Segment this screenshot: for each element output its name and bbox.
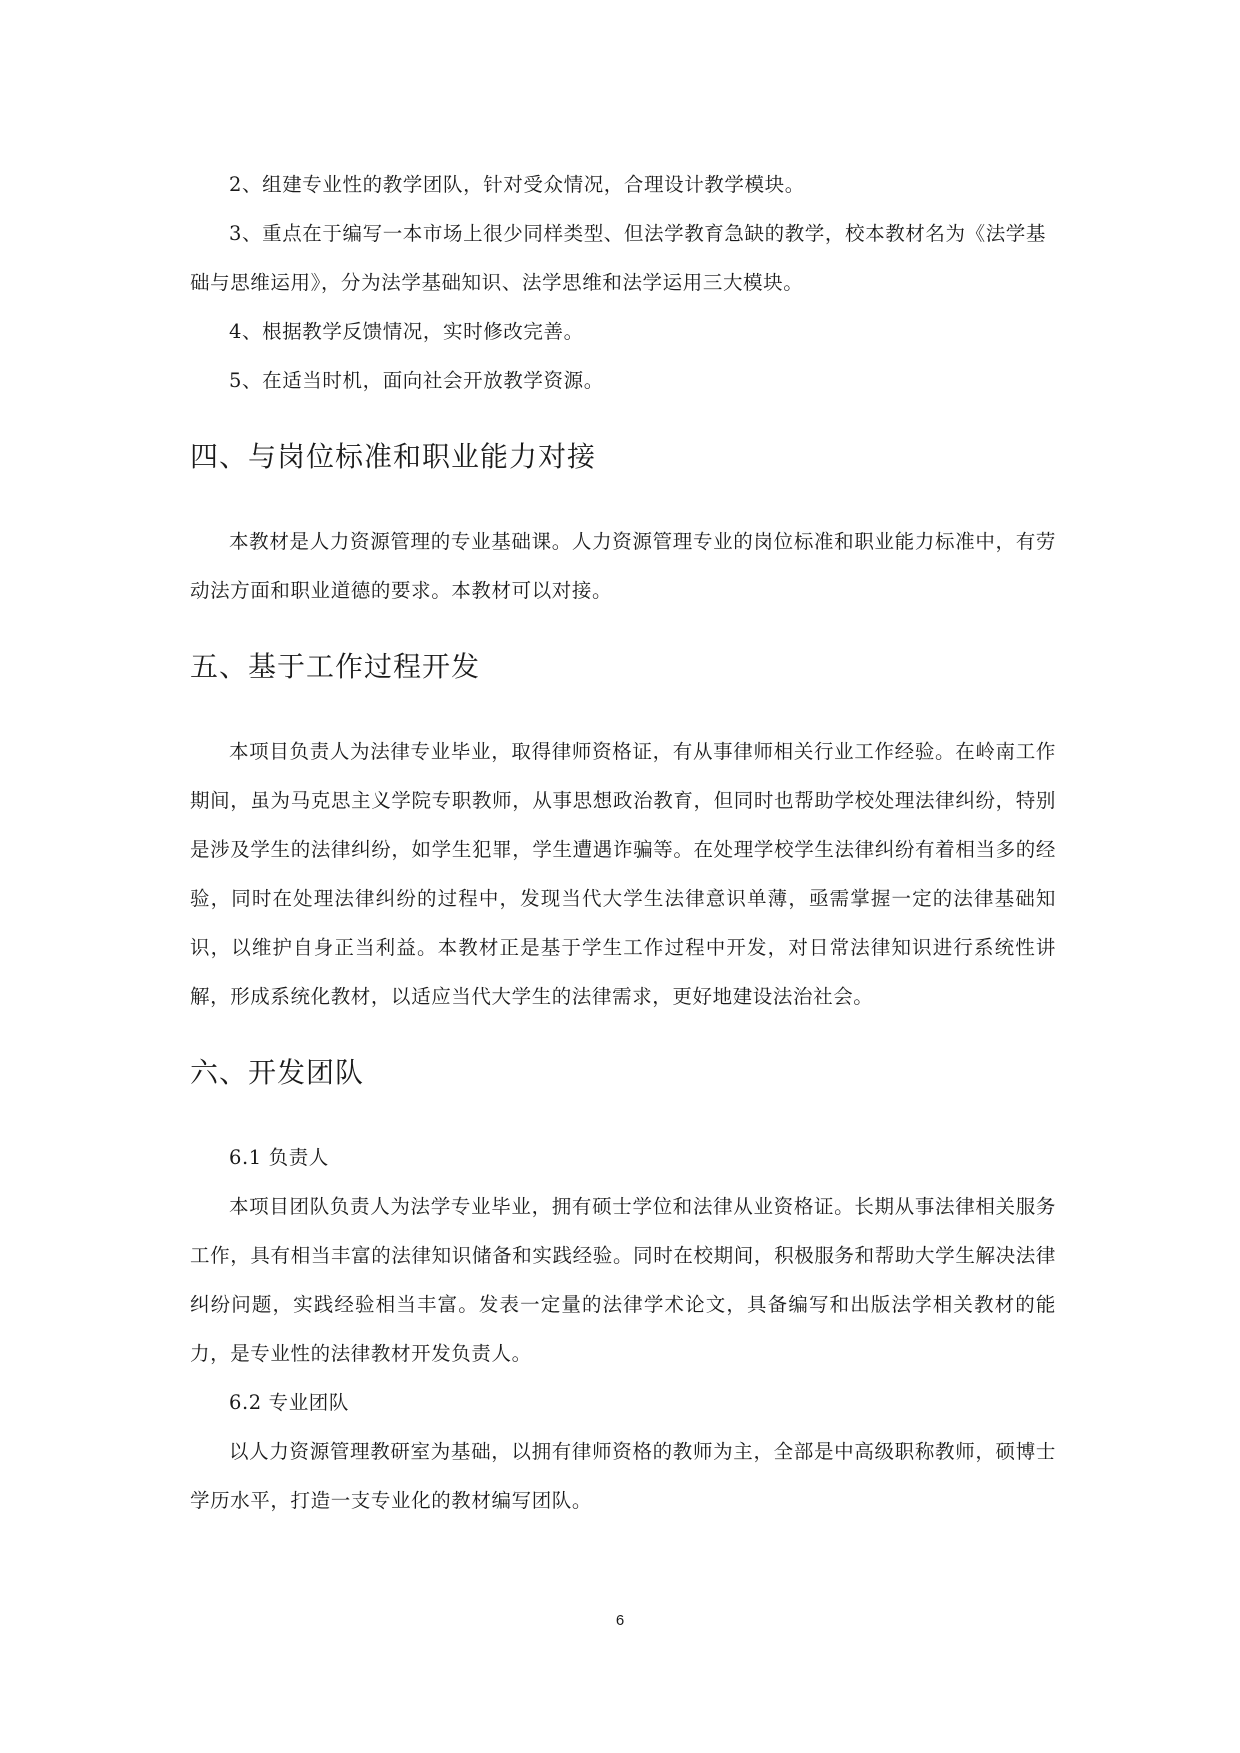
section-heading-6: 六、开发团队 <box>190 1056 365 1089</box>
list-item: 2、组建专业性的教学团队，针对受众情况，合理设计教学模块。 <box>229 173 805 196</box>
list-item: 5、在适当时机，面向社会开放教学资源。 <box>229 369 604 392</box>
list-item: 3、重点在于编写一本市场上很少同样类型、但法学教育急缺的教学，校本教材名为《法学基础与思维运用》，分为法学基础知识、法学思维和法学运用三大模块。 <box>190 222 1047 294</box>
page-number: 6 <box>615 1612 625 1629</box>
section-body-4: 本教材是人力资源管理的专业基础课。人力资源管理专业的岗位标准和职业能力标准中，有劳动法方面和职业道德的要求。本教材可以对接。 <box>190 530 1056 602</box>
section-heading-4: 四、与岗位标准和职业能力对接 <box>190 440 597 473</box>
subsection-title-6-1: 6.1 负责人 <box>229 1146 329 1169</box>
list-item: 4、根据教学反馈情况，实时修改完善。 <box>229 320 584 343</box>
section-body-5: 本项目负责人为法律专业毕业，取得律师资格证，有从事律师相关行业工作经验。在岭南工作期间，虽为马克思主义学院专职教师，从事思想政治教育，但同时也帮助学校处理法律纠纷，特别是涉及学生的法律纠纷，如学生犯罪，学生遭遇诈骗等。在处理学校学生法律纠纷有着相当多的经验，同时在处理法律纠纷的过程中，发现当代大学生法律意识单薄，亟需掌握一定的法律基础知识，以维护自身正当利益。本教材正是基于学生工作过程中开发，对日常法律知识进行系统性讲解，形成系统化教材，以适应当代大学生的法律需求，更好地建设法治社会。 <box>190 740 1056 1008</box>
subsection-title-6-2: 6.2 专业团队 <box>229 1391 350 1414</box>
subsection-body-6-1: 本项目团队负责人为法学专业毕业，拥有硕士学位和法律从业资格证。长期从事法律相关服务工作，具有相当丰富的法律知识储备和实践经验。同时在校期间，积极服务和帮助大学生解决法律纠纷问题，实践经验相当丰富。发表一定量的法律学术论文，具备编写和出版法学相关教材的能力，是专业性的法律教材开发负责人。 <box>190 1195 1056 1365</box>
section-heading-5: 五、基于工作过程开发 <box>190 650 481 683</box>
subsection-body-6-2: 以人力资源管理教研室为基础，以拥有律师资格的教师为主，全部是中高级职称教师，硕博士学历水平，打造一支专业化的教材编写团队。 <box>190 1440 1056 1512</box>
page-content <box>190 160 1056 1525</box>
